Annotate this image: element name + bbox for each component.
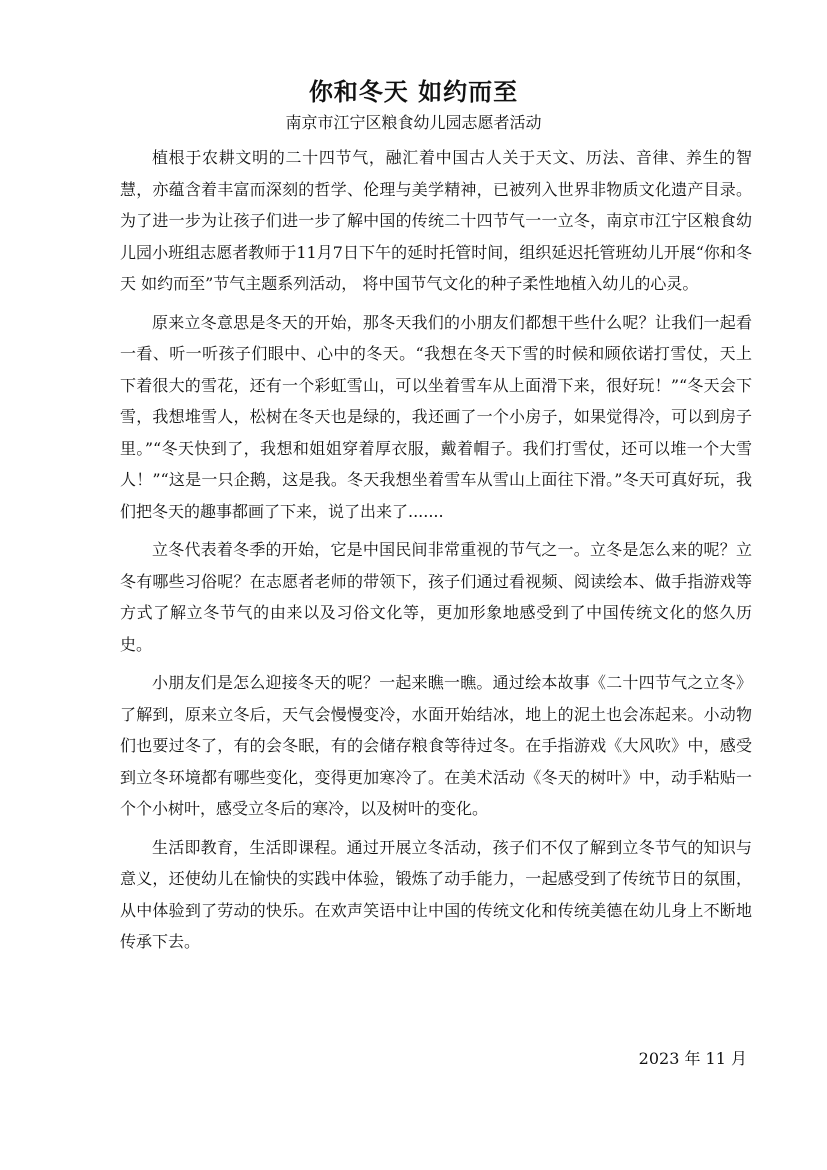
document-body <box>120 142 752 965</box>
paragraph-lidong-customs: 立冬代表着冬季的开始，它是中国民间非常重视的节气之一。立冬是怎么来的呢？立冬有哪些习俗呢？在志愿者老师的带领下，孩子们通过看视频、阅读绘本、做手指游戏等方式了解立冬节气的由来以及习俗文化等，更加形象地感受到了中国传统文化的悠久历史。 <box>120 540 752 654</box>
document-date: 2023 年 11 月 <box>638 1049 747 1068</box>
paragraph-intro: 植根于农耕文明的二十四节气，融汇着中国古人关于天文、历法、音律、养生的智慧，亦蕴含着丰富而深刻的哲学、伦理与美学精神，已被列入世界非物质文化遗产目录。为了进一步为让孩子们进一步了解中国的传统二十四节气一一立冬，南京市江宁区粮食幼儿园小班组志愿者教师于11月7日下午的延时托管时间，组织延迟托管班幼儿开展“你和冬天 如约而至”节气主题系列活动， 将中国节气文化的种子柔性地植入幼儿的心灵。 <box>120 148 752 293</box>
document-title: 你和冬天 如约而至 <box>308 77 519 106</box>
paragraph-conclusion: 生活即教育，生活即课程。通过开展立冬活动，孩子们不仅了解到立冬节气的知识与意义，还使幼儿在愉快的实践中体验，锻炼了动手能力，一起感受到了传统节日的氛围，从中体验到了劳动的快乐。在欢声笑语中让中国的传统文化和传统美德在幼儿身上不断地传承下去。 <box>120 837 752 951</box>
paragraph-children-voices: 原来立冬意思是冬天的开始，那冬天我们的小朋友们都想干些什么呢？让我们一起看一看、听一听孩子们眼中、心中的冬天。“我想在冬天下雪的时候和顾依诺打雪仗，天上下着很大的雪花，还有一个彩虹雪山，可以坐着雪车从上面滑下来，很好玩！”“冬天会下雪，我想堆雪人，松树在冬天也是绿的，我还画了一个小房子，如果觉得冷，可以到房子里。”“冬天快到了，我想和姐姐穿着厚衣服，戴着帽子。我们打雪仗，还可以堆一个大雪人！”“这是一只企鹅，这是我。冬天我想坐着雪车从雪山上面往下滑。”冬天可真好玩，我们把冬天的趣事都画了下来，说了出来了....... <box>120 312 752 521</box>
paragraph-welcoming-winter: 小朋友们是怎么迎接冬天的呢？一起来瞧一瞧。通过绘本故事《二十四节气之立冬》了解到，原来立冬后，天气会慢慢变冷，水面开始结冰，地上的泥土也会冻起来。小动物们也要过冬了，有的会冬眠，有的会储存粮食等待过冬。在手指游戏《大风吹》中，感受到立冬环境都有哪些变化，变得更加寒冷了。在美术活动《冬天的树叶》中，动手粘贴一个个小树叶，感受立冬后的寒冷，以及树叶的变化。 <box>120 673 752 818</box>
document-subtitle: 南京市江宁区粮食幼儿园志愿者活动 <box>285 113 542 132</box>
